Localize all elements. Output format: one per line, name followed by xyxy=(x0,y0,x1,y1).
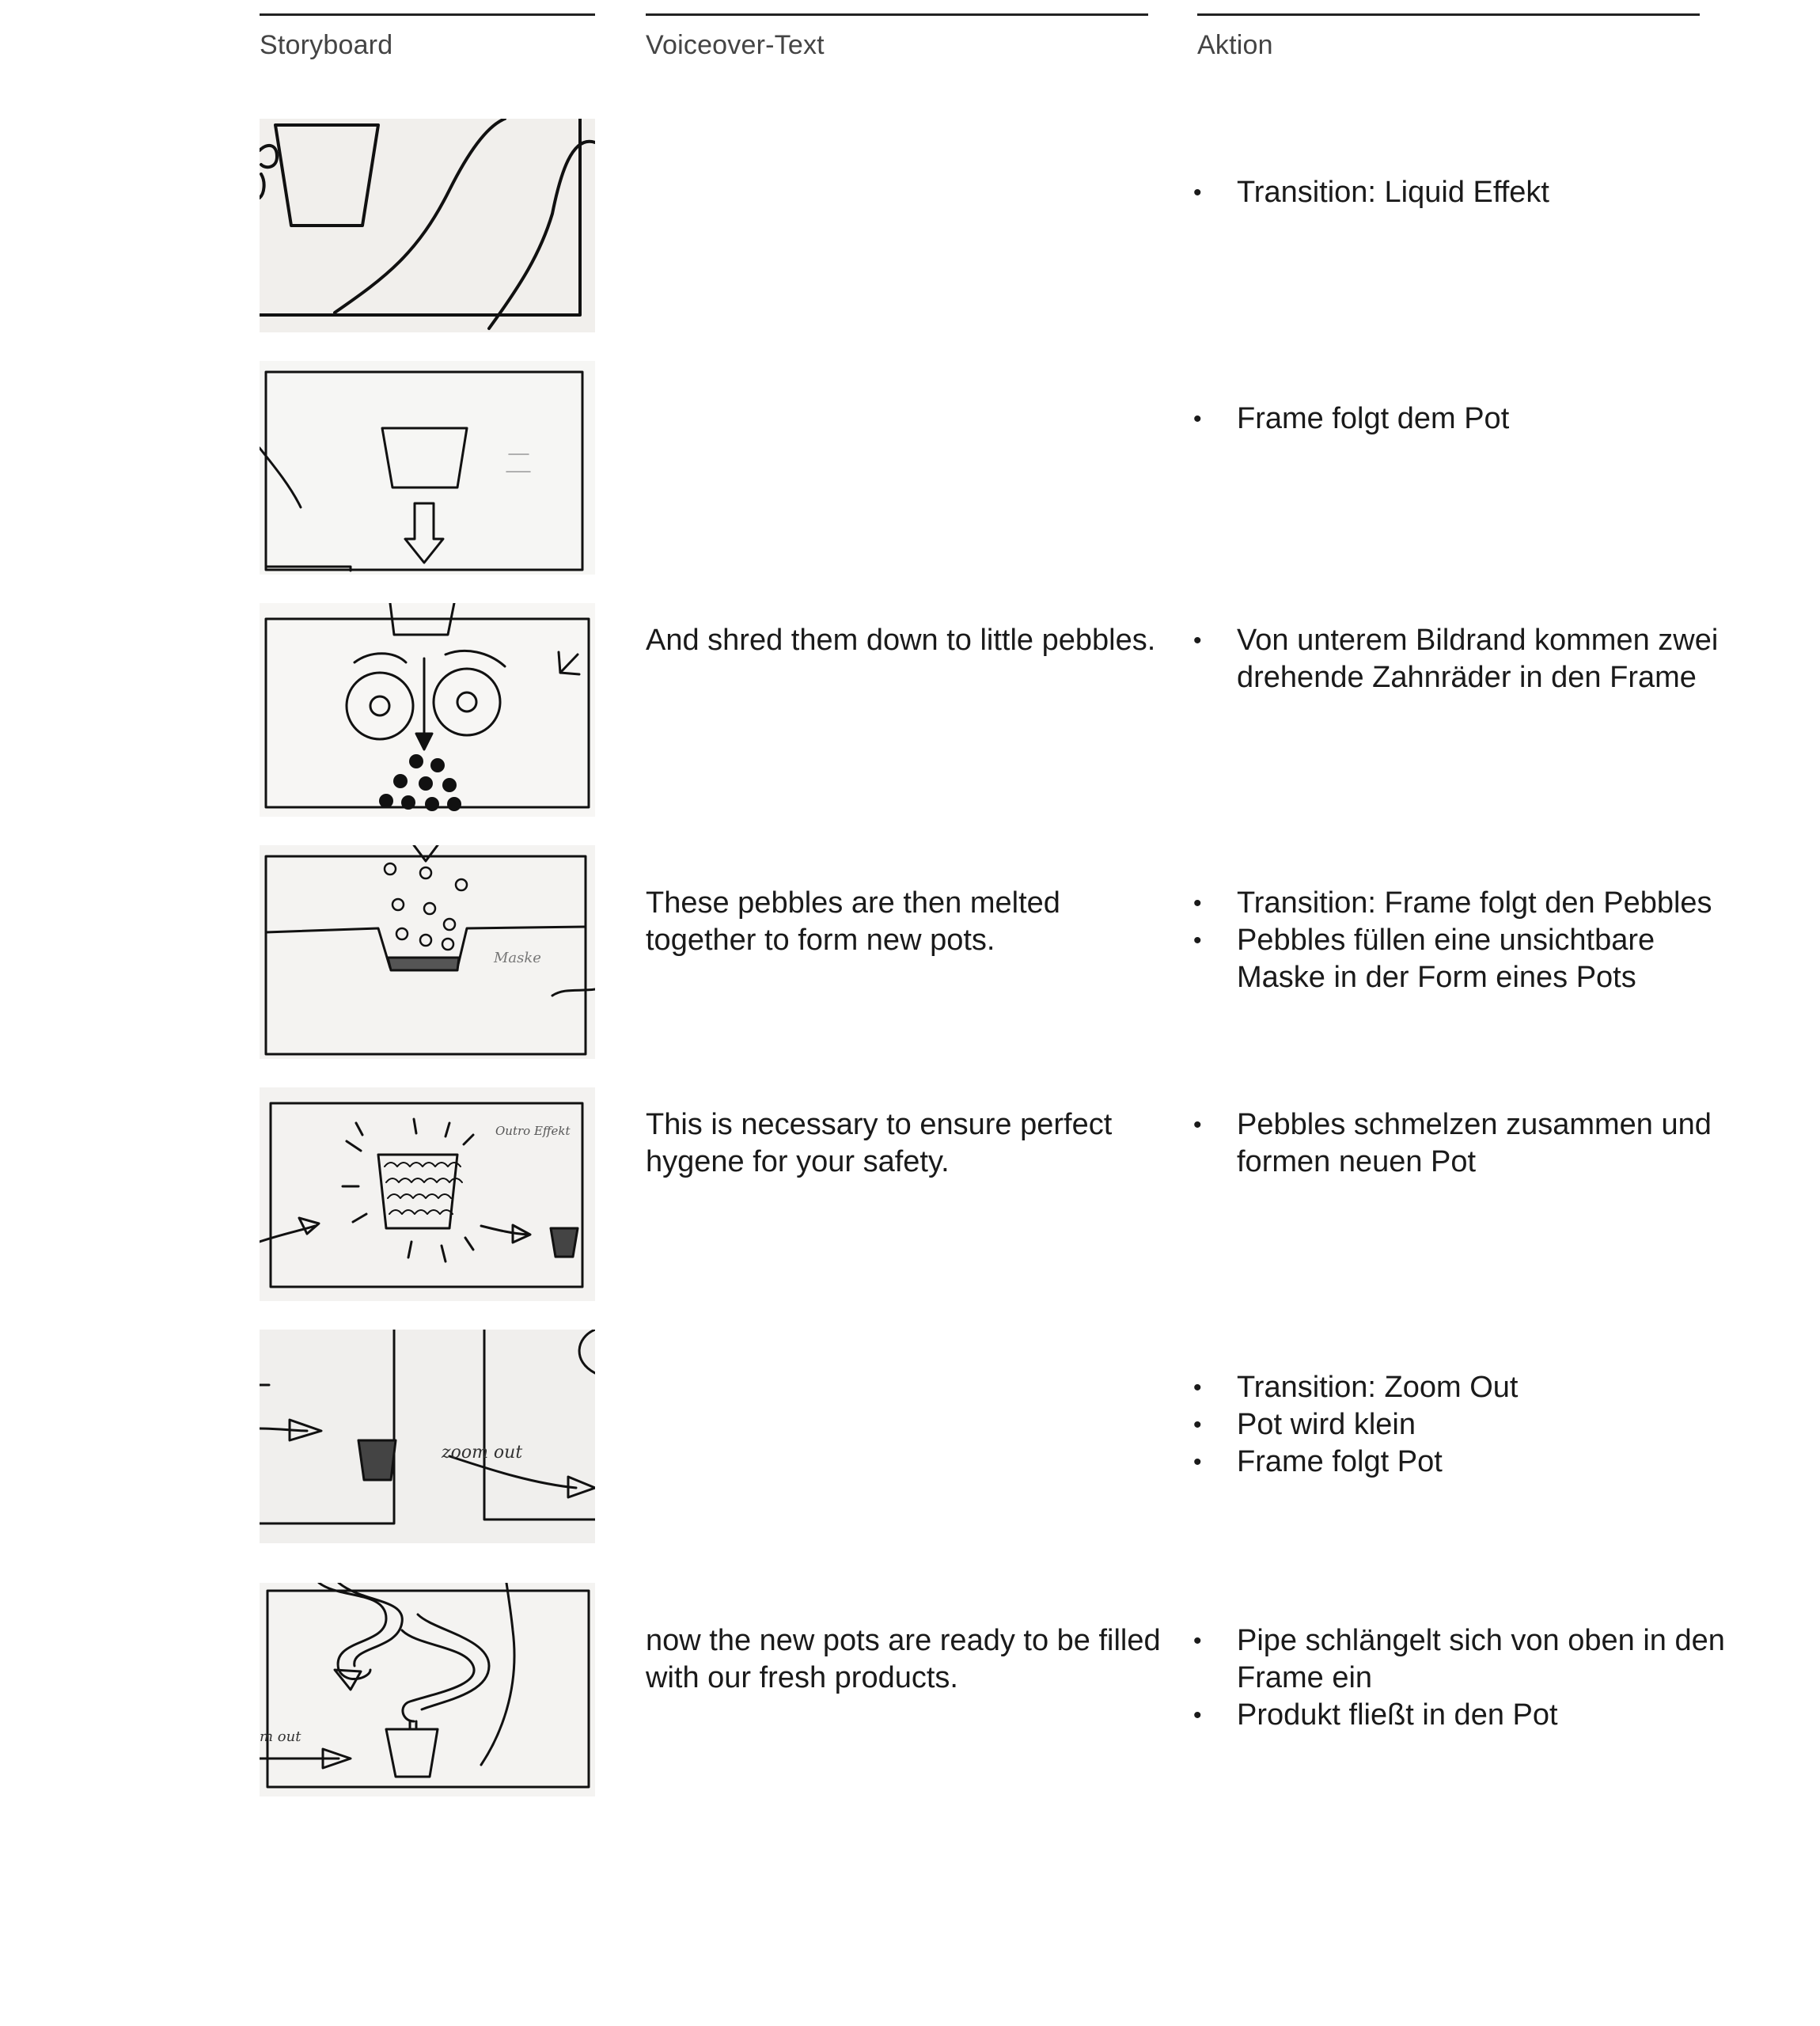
column-header-storyboard-label: Storyboard xyxy=(260,30,393,60)
action-item: • Transition: Zoom Out xyxy=(1187,1369,1725,1406)
action-item: • Pebbles schmelzen zusammen und formen neuen Pot xyxy=(1187,1106,1725,1181)
action-item: • Von unterem Bildrand kommen zwei drehende Zahnräder in den Frame xyxy=(1187,622,1725,696)
voiceover-text: This is necessary to ensure perfect hygene for your safety. xyxy=(646,1108,1113,1178)
column-header-voiceover xyxy=(646,13,1148,61)
storyboard-row xyxy=(0,361,1820,575)
melting-pot-sketch xyxy=(260,1087,595,1301)
action-list xyxy=(1187,622,1725,696)
sketch-note-zoom-out-fragment: m out xyxy=(260,1728,301,1745)
action-item: • Pebbles füllen eine unsichtbare Maske in der Form eines Pots xyxy=(1187,922,1725,996)
action-item: • Frame folgt dem Pot xyxy=(1187,400,1725,438)
gears-shredding-sketch xyxy=(260,603,595,817)
pebbles-mask-sketch xyxy=(260,845,595,1059)
column-header-voiceover-label: Voiceover-Text xyxy=(646,30,825,60)
zoom-out-sketch xyxy=(260,1330,595,1543)
storyboard-row xyxy=(0,1583,1820,1796)
storyboard-row xyxy=(0,845,1820,1059)
action-list xyxy=(1187,174,1725,211)
voiceover-text: And shred them down to little pebbles. xyxy=(646,624,1156,657)
column-header-aktion-label: Aktion xyxy=(1197,30,1273,60)
column-header-storyboard xyxy=(260,13,595,61)
voiceover-text: now the new pots are ready to be filled with our fresh products. xyxy=(646,1624,1161,1694)
liquid-transition-sketch xyxy=(260,119,595,332)
storyboard-row xyxy=(0,603,1820,817)
action-list xyxy=(1187,1106,1725,1181)
sketch-note-mask: Maske xyxy=(494,950,541,966)
storyboard-row xyxy=(0,1330,1820,1543)
sketch-note-zoom-out: zoom out xyxy=(442,1443,523,1463)
action-item: • Frame folgt Pot xyxy=(1187,1444,1725,1481)
action-list xyxy=(1187,1369,1725,1481)
action-item: • Transition: Frame folgt den Pebbles xyxy=(1187,885,1725,922)
sketch-note-outro-effect: Outro Effekt xyxy=(495,1124,571,1138)
pipe-filling-sketch xyxy=(260,1583,595,1796)
voiceover-text: These pebbles are then melted together to form new pots. xyxy=(646,886,1060,957)
action-list xyxy=(1187,400,1725,438)
action-item: • Produkt fließt in den Pot xyxy=(1187,1697,1725,1734)
storyboard-row xyxy=(0,1087,1820,1301)
action-item: • Pot wird klein xyxy=(1187,1406,1725,1444)
action-item: • Pipe schlängelt sich von oben in den Frame ein xyxy=(1187,1622,1725,1697)
action-list xyxy=(1187,885,1725,996)
storyboard-row xyxy=(0,119,1820,332)
falling-pot-sketch xyxy=(260,361,595,575)
column-header-aktion xyxy=(1197,13,1700,61)
action-item: • Transition: Liquid Effekt xyxy=(1187,174,1725,211)
action-list xyxy=(1187,1622,1725,1734)
